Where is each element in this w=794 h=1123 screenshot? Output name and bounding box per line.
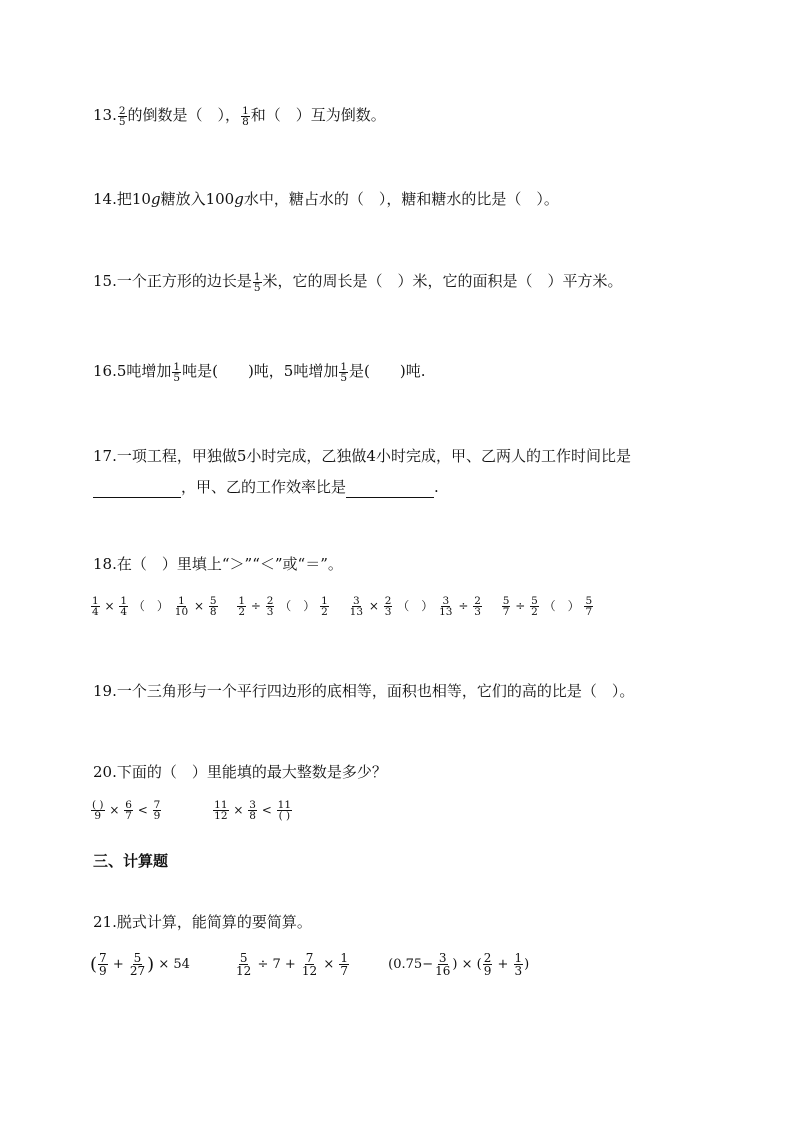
q20-expression-1: $\frac{( )}{9}$ × $\frac{6}{7}$ < $\frac{7}{9}$: [92, 799, 161, 822]
question-17-line-2: [93, 476, 439, 498]
q17-answer-blank-1[interactable]: [93, 481, 181, 498]
q13-fraction-1: $\frac{2}{5}$: [118, 104, 126, 128]
q20-blank-2[interactable]: ( ): [278, 810, 291, 822]
question-21-title: [93, 911, 312, 933]
q13-text-2: 和（ ）互为倒数。: [250, 106, 386, 124]
question-20-title: [93, 761, 387, 783]
question-19: [93, 680, 634, 702]
q21-expression-1: ( $\frac{7}{9}$ + $\frac{5}{27}$ ) × 54: [90, 951, 190, 978]
q17-text-1: 17.一项工程，甲独做5小时完成，乙独做4小时完成，甲、乙两人的工作时间比是: [93, 447, 631, 465]
q18-item-4-blank[interactable]: （ ）: [543, 599, 580, 613]
q15-text-2: 米，它的周长是（ ）米，它的面积是（ ）平方米。: [262, 272, 623, 290]
q13-fraction-2: $\frac{1}{8}$: [242, 104, 249, 128]
question-15: [93, 270, 623, 293]
q16-text-2: 吨是( )吨，5吨增加: [182, 362, 339, 380]
q18-item-3: $\frac{3}{13}$ × $\frac{2}{3}$ （ ） $\frac{3}{13}$ ÷ $\frac{2}{3}$: [349, 595, 481, 618]
q19-text: 19.一个三角形与一个平行四边形的底相等，面积也相等，它们的高的比是（ ）。: [93, 682, 635, 700]
q20-title-text: 20.下面的（ ）里能填的最大整数是多少？: [93, 763, 387, 781]
q13-text-1: 的倒数是（ ），: [127, 106, 241, 124]
question-18-items: [90, 596, 608, 617]
q16-text-3: 是( )吨.: [349, 362, 426, 380]
section-3-heading: [93, 850, 168, 871]
q18-item-4: $\frac{5}{7}$ ÷ $\frac{5}{2}$ （ ） $\frac{5}{7}$: [502, 595, 593, 618]
q14-text-2: 糖放入100: [160, 190, 235, 208]
q14-unit-2: g: [234, 190, 244, 208]
q15-fraction: $\frac{1}{5}$: [253, 270, 261, 294]
q18-item-3-blank[interactable]: （ ）: [397, 599, 434, 613]
q14-unit-1: g: [150, 190, 161, 208]
q18-item-1: $\frac{1}{4}$ × $\frac{1}{4}$ （ ） $\frac{1}{10}$ × $\frac{5}{8}$: [92, 595, 217, 618]
q18-title-text: 18.在（ ）里填上“＞”“＜”或“＝”。: [93, 555, 343, 573]
question-18-title: [93, 553, 343, 575]
q15-text-1: 15.一个正方形的边长是: [93, 272, 252, 290]
q14-text-1: 14.把10: [93, 190, 151, 208]
question-13: [93, 104, 386, 127]
q21-title-text: 21.脱式计算，能简算的要简算。: [93, 913, 312, 931]
q14-text-3: 水中，糖占水的（ ），糖和糖水的比是（ ）。: [243, 190, 559, 208]
q18-item-1-blank[interactable]: （ ）: [132, 599, 169, 613]
q18-item-2: $\frac{1}{2}$ ÷ $\frac{2}{3}$ （ ） $\frac{1}{2}$: [238, 595, 328, 618]
question-16: [93, 360, 426, 383]
q20-expression-2: $\frac{11}{12}$ × $\frac{3}{8}$ < $\frac{11}{( )}$: [214, 799, 292, 822]
question-14: [93, 188, 559, 210]
q13-number: 13.: [93, 106, 117, 124]
q17-text-3: .: [434, 478, 439, 496]
question-21-exprs: [90, 952, 543, 977]
q21-expression-2: $\frac{5}{12}$ ÷ 7 + $\frac{7}{12}$ × $\frac{1}{7}$: [236, 951, 349, 978]
q17-text-2: ，甲、乙的工作效率比是: [181, 478, 347, 496]
q20-blank-1[interactable]: ( ): [92, 799, 104, 811]
q21-expression-3: (0.75− $\frac{3}{16}$ ) × ( $\frac{2}{9}$ + $\frac{1}{3}$ ): [388, 951, 530, 978]
q17-answer-blank-2[interactable]: [346, 481, 434, 498]
q16-fraction-2: $\frac{1}{5}$: [340, 360, 348, 384]
q16-fraction-1: $\frac{1}{5}$: [173, 360, 181, 384]
question-20-exprs: [90, 800, 307, 821]
q18-item-2-blank[interactable]: （ ）: [279, 599, 316, 613]
q16-text-1: 16.5吨增加: [93, 362, 172, 380]
section-3-title: 三、计算题: [93, 852, 169, 870]
question-17-line-1: [93, 445, 631, 467]
